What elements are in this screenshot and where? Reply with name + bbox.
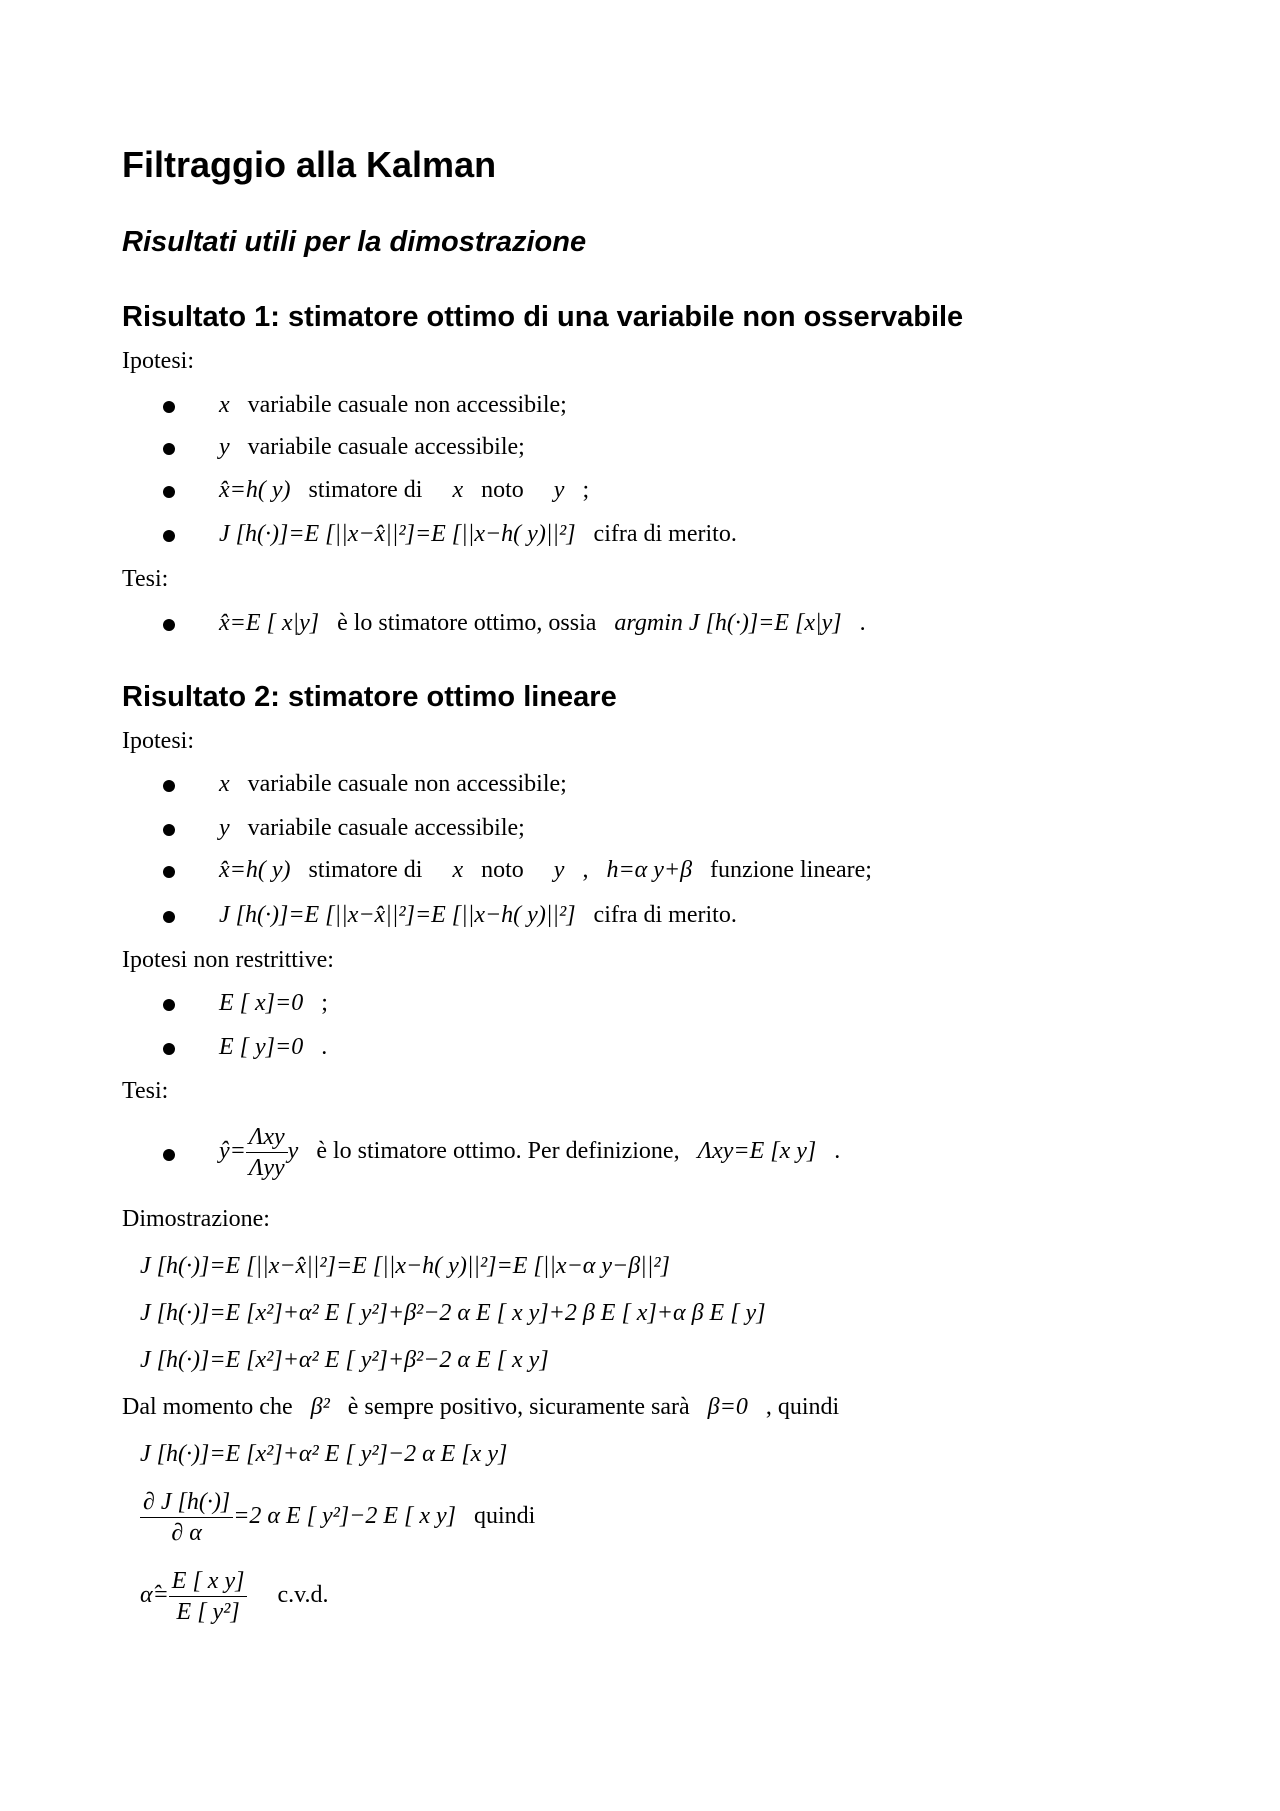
math-eq: β² bbox=[310, 1394, 330, 1420]
text: , bbox=[582, 857, 589, 883]
derivation-line-3: J [h(·)]=E [x²]+α² E [ y²]+β²−2 α E [ x y] bbox=[140, 1347, 549, 1373]
math-var: x bbox=[452, 857, 464, 883]
math-var: x bbox=[452, 477, 464, 503]
math-var: y bbox=[553, 477, 565, 503]
text: noto bbox=[481, 857, 524, 883]
denominator: Λyy bbox=[248, 1155, 285, 1181]
math-eq: x̂=h( y) bbox=[219, 477, 291, 503]
math-eq: J [h(·)]=E [||x−x̂||²]=E [||x−h( y)||²] bbox=[219, 521, 576, 547]
text: è lo stimatore ottimo. Per definizione, bbox=[316, 1138, 680, 1165]
math-eq: β=0 bbox=[707, 1394, 748, 1420]
r2-paragraph bbox=[122, 1391, 839, 1423]
denominator: ∂ α bbox=[171, 1520, 202, 1546]
math-eq: argmin J [h(·)]=E [x|y] bbox=[614, 610, 842, 636]
r2-tesi-label: Tesi: bbox=[122, 1078, 169, 1104]
fraction bbox=[246, 1122, 288, 1183]
text: stimatore di bbox=[308, 857, 423, 883]
text: ; bbox=[582, 477, 590, 503]
bullet-icon bbox=[163, 999, 175, 1011]
derivation-line-1: J [h(·)]=E [||x−x̂||²]=E [||x−h( y)||²]=E [||x−α y−β||²] bbox=[140, 1253, 670, 1279]
r2-ipotesi-label: Ipotesi: bbox=[122, 728, 194, 754]
math-eq: x̂=h( y) bbox=[219, 857, 291, 883]
r2-nonrestrictive-1 bbox=[219, 987, 328, 1019]
text: c.v.d. bbox=[277, 1582, 329, 1609]
math-eq: h=α y+β bbox=[606, 857, 693, 883]
math-eq: x̂=E [ x|y] bbox=[219, 610, 320, 636]
text: . bbox=[859, 610, 866, 636]
math-var: y bbox=[553, 857, 565, 883]
derivation-line-6 bbox=[140, 1566, 329, 1627]
r2-hypothesis-2 bbox=[219, 812, 525, 844]
derivation-line-2: J [h(·)]=E [x²]+α² E [ y²]+β²−2 α E [ x y]+2 β E [ x]+α β E [ y] bbox=[140, 1300, 766, 1326]
math-var: y bbox=[287, 1138, 299, 1165]
r1-hypothesis-1 bbox=[219, 389, 567, 421]
derivation-line-5 bbox=[140, 1487, 535, 1548]
derivation-line-4: J [h(·)]=E [x²]+α² E [ y²]−2 α E [x y] bbox=[140, 1441, 508, 1467]
r1-hypothesis-3 bbox=[219, 474, 589, 506]
r2-thesis bbox=[219, 1122, 840, 1183]
bullet-icon bbox=[163, 530, 175, 542]
math-eq: Λxy=E [x y] bbox=[697, 1138, 817, 1165]
text: noto bbox=[481, 477, 524, 503]
text: è sempre positivo, sicuramente sarà bbox=[347, 1394, 690, 1420]
text: cifra di merito. bbox=[593, 902, 737, 928]
bullet-icon bbox=[163, 1149, 175, 1161]
math-eq: J [h(·)]=E [||x−x̂||²]=E [||x−h( y)||²] bbox=[219, 902, 576, 928]
page-title: Filtraggio alla Kalman bbox=[122, 144, 497, 185]
math-eq: =2 α E [ y²]−2 E [ x y] bbox=[233, 1503, 457, 1530]
fraction bbox=[169, 1566, 248, 1627]
r1-ipotesi-label: Ipotesi: bbox=[122, 348, 194, 374]
r2-hypothesis-4 bbox=[219, 899, 737, 931]
text: variabile casuale accessibile; bbox=[247, 815, 525, 841]
r2-nonrestrictive-2 bbox=[219, 1031, 327, 1063]
text: , quindi bbox=[765, 1394, 840, 1420]
section-subtitle: Risultati utili per la dimostrazione bbox=[122, 226, 587, 258]
r2-dimostrazione-label: Dimostrazione: bbox=[122, 1206, 270, 1232]
result-1-heading: Risultato 1: stimatore ottimo di una variabile non osservabile bbox=[122, 301, 964, 333]
r1-thesis bbox=[219, 607, 866, 639]
bullet-icon bbox=[163, 486, 175, 498]
bullet-icon bbox=[163, 824, 175, 836]
math-var: y bbox=[219, 434, 230, 460]
text: stimatore di bbox=[308, 477, 423, 503]
math-var: x bbox=[219, 392, 230, 418]
text: . bbox=[834, 1138, 841, 1165]
bullet-icon bbox=[163, 911, 175, 923]
bullet-icon bbox=[163, 780, 175, 792]
numerator: Λxy bbox=[246, 1122, 288, 1153]
numerator: ∂ J [h(·)] bbox=[140, 1487, 233, 1518]
bullet-icon bbox=[163, 401, 175, 413]
math-eq: E [ y]=0 bbox=[219, 1034, 304, 1060]
denominator: E [ y²] bbox=[176, 1599, 240, 1625]
text: variabile casuale accessibile; bbox=[247, 434, 525, 460]
fraction bbox=[140, 1487, 233, 1548]
text: è lo stimatore ottimo, ossia bbox=[337, 610, 597, 636]
text: ; bbox=[321, 990, 328, 1016]
result-2-heading: Risultato 2: stimatore ottimo lineare bbox=[122, 681, 617, 713]
text: variabile casuale non accessibile; bbox=[247, 771, 567, 797]
bullet-icon bbox=[163, 866, 175, 878]
bullet-icon bbox=[163, 619, 175, 631]
r2-hypothesis-1 bbox=[219, 768, 567, 800]
text: variabile casuale non accessibile; bbox=[247, 392, 567, 418]
bullet-icon bbox=[163, 443, 175, 455]
text: cifra di merito. bbox=[593, 521, 737, 547]
r2-nonrestrictive-label: Ipotesi non restrittive: bbox=[122, 947, 334, 973]
text: funzione lineare; bbox=[710, 857, 872, 883]
math-var: x bbox=[219, 771, 230, 797]
numerator: E [ x y] bbox=[169, 1566, 248, 1597]
math-eq: ŷ= bbox=[219, 1138, 246, 1165]
r2-hypothesis-3 bbox=[219, 854, 872, 886]
r1-hypothesis-2 bbox=[219, 431, 525, 463]
r1-tesi-label: Tesi: bbox=[122, 566, 169, 592]
math-var: y bbox=[219, 815, 230, 841]
text: . bbox=[321, 1034, 328, 1060]
text: quindi bbox=[474, 1503, 536, 1530]
r1-hypothesis-4 bbox=[219, 518, 737, 550]
math-eq: E [ x]=0 bbox=[219, 990, 304, 1016]
text: Dal momento che bbox=[122, 1394, 293, 1420]
math-eq: α̂= bbox=[140, 1582, 169, 1609]
bullet-icon bbox=[163, 1043, 175, 1055]
